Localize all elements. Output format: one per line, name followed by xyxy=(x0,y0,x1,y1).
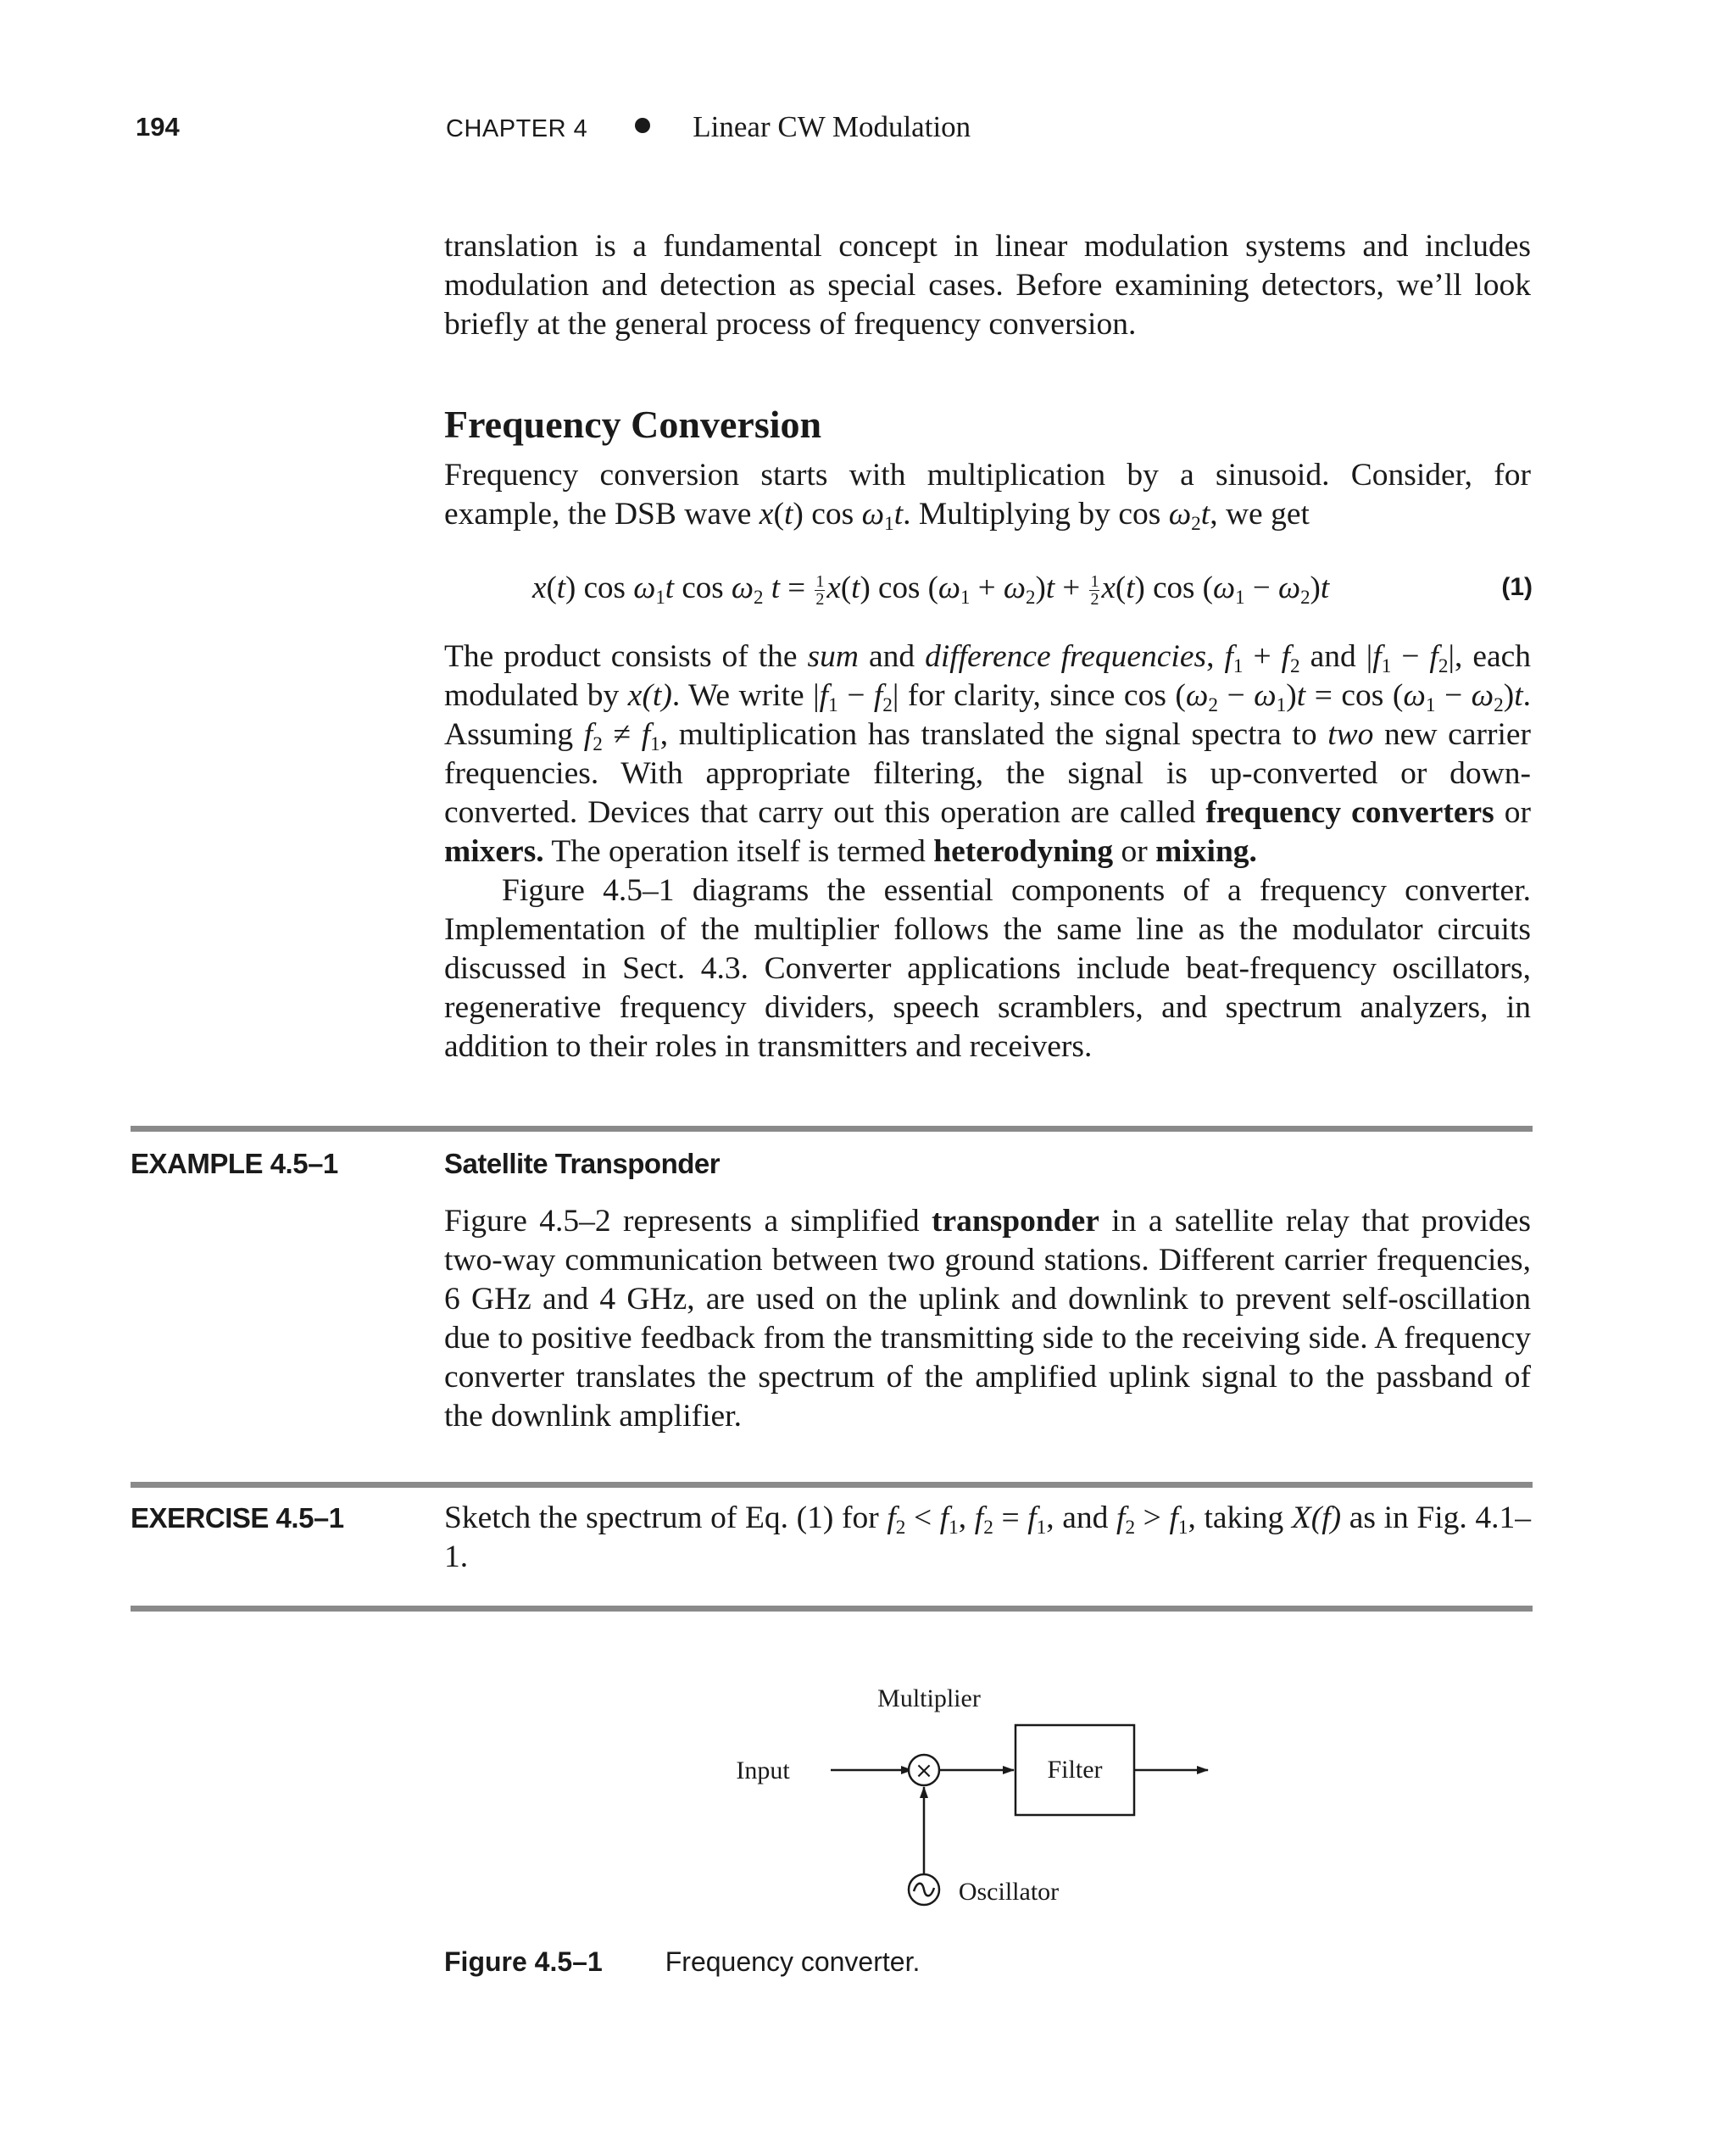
exercise-text-a: Sketch the spectrum of Eq. (1) for xyxy=(444,1500,887,1535)
page-number: 194 xyxy=(136,112,180,142)
term-transponder: transponder xyxy=(931,1204,1099,1239)
example-text-a: Figure 4.5–2 represents a simplified xyxy=(444,1204,932,1239)
term-mixing: mixing. xyxy=(1155,834,1257,869)
p2-h: . Assuming xyxy=(444,678,1531,752)
figure-caption-label: Figure 4.5–1 xyxy=(444,1946,603,1977)
exercise-body: Sketch the spectrum of Eq. (1) for $f_2 < f_1$, $f_2 = f_1$, and $f_2 > f_1$, taking X(f) as in Fig. 4.1–1. xyxy=(444,1500,1531,1574)
p2-e: , each modulated by xyxy=(444,639,1532,713)
oscillator-label: Oscillator xyxy=(958,1878,1060,1906)
section-heading: Frequency Conversion xyxy=(444,403,822,446)
p2-f: . We write xyxy=(671,678,814,713)
bullet-icon xyxy=(635,118,650,133)
example-body xyxy=(444,1202,1531,1436)
exercise-text-b: , and xyxy=(1046,1500,1117,1535)
p2-difference: difference frequencies xyxy=(925,639,1207,674)
p2-b: and xyxy=(858,639,926,674)
term-heterodyning: heterodyning xyxy=(933,834,1114,869)
paragraph-3: Figure 4.5–1 diagrams the essential components of a frequency converter. Implementation of the multiplier follows the same line as the modulator circuits discussed in Sect. 4.3. Converter applications include beat-frequency oscillators, regenerative frequency dividers, speech scramblers, and spectrum analyzers, in addition to their roles in transmitters and receivers. xyxy=(444,873,1531,1064)
p2-g: for clarity, since xyxy=(899,678,1124,713)
input-label: Input xyxy=(736,1757,790,1784)
intro-paragraph xyxy=(444,227,1531,344)
paragraph-1: Frequency conversion starts with multiplication by a sinusoid. Consider, for example, the DSB wave x(t) $\cos \omega_1t$. Multiplying by $\cos \omega_2t$, we get xyxy=(444,458,1531,535)
p1-text-c: , we get xyxy=(1210,497,1310,532)
p2-two: two xyxy=(1327,717,1374,752)
filter-label: Filter xyxy=(1047,1756,1103,1784)
example-title: Satellite Transponder xyxy=(444,1148,721,1179)
exercise-xf: X(f) xyxy=(1291,1500,1342,1535)
p2-k: or xyxy=(1494,795,1531,830)
equation-number: (1) xyxy=(1501,573,1533,601)
chapter-label: CHAPTER 4 xyxy=(446,115,588,142)
equation-1: x(t) $\cos \omega_1t$ $\cos \omega_2$ t = $\frac{1}{2}$ x(t) $\cos (\omega_1 + \omega_2)t$ + $\frac{1}{2}$ x(t) $\cos (\omega_1 - \omega_2)t$ (1) xyxy=(532,571,1533,610)
example-text-b: in a satellite relay that provides two-way communication between two ground stations. Different carrier frequencies, 6 GHz and 4 GHz, are used on the uplink and downlink to prevent self-oscillation due to positive feedback from the transmitting side to the receiving side. A frequency converter translates the spectrum of the amplified uplink signal to the passband of the downlink amplifier. xyxy=(444,1204,1531,1434)
chapter-title: Linear CW Modulation xyxy=(693,110,971,143)
p1-text-b: . Multiplying by xyxy=(903,497,1119,532)
term-mixers: mixers. xyxy=(444,834,544,869)
exercise-label: EXERCISE 4.5–1 xyxy=(131,1502,344,1534)
figure-caption xyxy=(444,1946,920,1978)
exercise-bottom-rule xyxy=(131,1606,1533,1612)
intro-text: translation is a fundamental concept in linear modulation systems and includes modulation and detection as special cases. Before examining detectors, we’ll look briefly at the general process of frequency conversion. xyxy=(444,229,1531,342)
term-frequency-converters: frequency converters xyxy=(1205,795,1494,830)
p2-i: , multiplication has translated the signal spectra to xyxy=(659,717,1328,752)
multiply-icon: × xyxy=(915,1758,933,1784)
frequency-converter-diagram xyxy=(736,1674,1221,1920)
p2-c: , xyxy=(1206,639,1225,674)
exercise-text-c: , taking xyxy=(1188,1500,1292,1535)
exercise-text-d: as in Fig. 4.1–1. xyxy=(444,1500,1531,1574)
exercise-top-rule xyxy=(131,1482,1533,1488)
p2-j: new carrier frequencies. With appropriate filtering, the signal is up-converted or down-converted. Devices that carry out this operation are called xyxy=(444,717,1531,830)
multiplier-label: Multiplier xyxy=(877,1684,981,1712)
p2-sum: sum xyxy=(807,639,859,674)
figure-caption-text: Frequency converter. xyxy=(665,1946,921,1977)
p2-m: or xyxy=(1113,834,1156,869)
p2-a: The product consists of the xyxy=(444,639,808,674)
p2-d: and xyxy=(1299,639,1366,674)
example-label: EXAMPLE 4.5–1 xyxy=(131,1148,338,1179)
example-top-rule xyxy=(131,1126,1533,1132)
p2-xt: x(t) xyxy=(627,678,672,713)
paragraph-2: The product consists of the sum and difference frequencies, $f_1 + f_2$ and $|f_1 - f_2|$, each modulated by x(t). We write $|f_1 - f_2|$ for clarity, since $\cos (\omega_2 - \omega_1)t = \cos (\omega_1 - \omega_2)t$. Assuming $f_2 \ne f_1$, multiplication has translated the signal spectra to two new carrier frequencies. With appropriate filtering, the signal is up-converted or down-converted. Devices that carry out this operation are called frequency converters or mixers. The operation itself is termed heterodyning or mixing. Figure 4.5–1 diagrams the essential components of a frequency converter. Implementation of the multiplier follows the same line as the modulator circuits discussed in Sect. 4.3. Converter applications include beat-frequency oscillators, regenerative frequency dividers, speech scramblers, and spectrum analyzers, in addition to their roles in transmitters and receivers. xyxy=(444,637,1531,1066)
running-head xyxy=(446,110,971,144)
p1-text-a: Frequency conversion starts with multiplication by a sinusoid. Consider, for example, the DSB wave xyxy=(444,458,1531,532)
p2-l: The operation itself is termed xyxy=(543,834,934,869)
